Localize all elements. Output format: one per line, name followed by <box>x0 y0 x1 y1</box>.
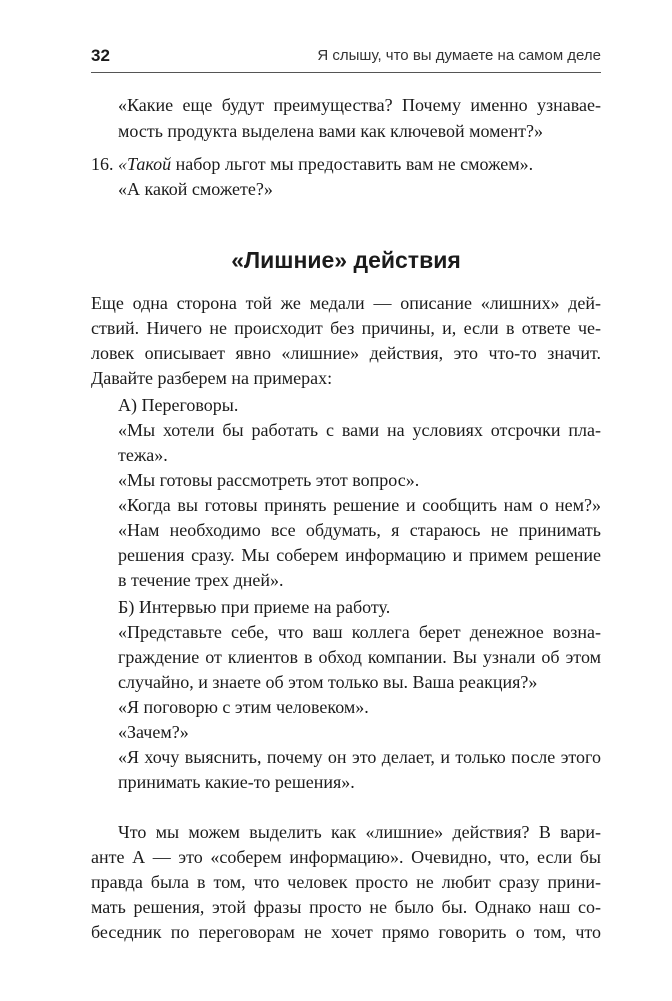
text-line: Еще одна сторона той же медали — описание «лишних» дей- <box>91 293 601 313</box>
example-a-title: А) Переговоры. <box>118 395 239 415</box>
text-line: «А какой сможете?» <box>118 179 273 199</box>
item-text: набор льгот мы предоставить вам не сможем». <box>171 154 534 174</box>
text-line: мость продукта выделена вами как ключевой момент?» <box>118 121 544 141</box>
text-line: граждение от клиентов в обход компании. Вы узнали об этом <box>118 647 601 667</box>
text-line: «Зачем?» <box>118 722 189 742</box>
text-line: «Мы готовы рассмотреть этот вопрос». <box>118 470 420 490</box>
text-line: «Мы хотели бы работать с вами на условиях отсрочки пла- <box>118 420 601 440</box>
text-line: «Нам необходимо все обдумать, я стараюсь не принимать <box>118 520 601 540</box>
text-line: «Когда вы готовы принять решение и сообщить нам о нем?» <box>118 495 601 515</box>
text-line: решения сразу. Мы соберем информацию и примем решение <box>118 545 601 565</box>
text-line: правда была в том, что человек просто не любит сразу прини- <box>91 872 601 892</box>
running-head: Я слышу, что вы думаете на самом деле <box>317 47 601 64</box>
text-line: принимать какие-то решения». <box>118 772 355 792</box>
text-line: в течение трех дней». <box>118 570 284 590</box>
text-line: беседник по переговорам не хочет прямо говорить о том, что <box>91 922 601 942</box>
text-line: анте А — это «соберем информацию». Очевидно, что, если бы <box>91 847 601 867</box>
text-line: «Какие еще будут преимущества? Почему именно узнавае- <box>118 95 601 115</box>
text-line: ствий. Ничего не происходит без причины, и, если в ответе че- <box>91 318 601 338</box>
text-line: тежа». <box>118 445 168 465</box>
text-line: «Я хочу выяснить, почему он это делает, и только после этого <box>118 747 601 767</box>
list-item-16 <box>91 153 533 175</box>
page-header <box>91 46 601 70</box>
text-line: «Я поговорю с этим человеком». <box>118 697 369 717</box>
text-line: «Представьте себе, что ваш коллега берет денежное возна- <box>118 622 601 642</box>
emphasis: «Такой <box>118 154 172 174</box>
section-title: «Лишние» действия <box>231 247 461 273</box>
example-b-title: Б) Интервью при приеме на работу. <box>118 597 391 617</box>
text-line: ловек описывает явно «лишние» действия, это что-то значит. <box>91 343 601 363</box>
text-line: мать решения, этой фразы просто не было бы. Однако наш со- <box>91 897 601 917</box>
text-line: Что мы можем выделить как «лишние» действия? В вари- <box>118 822 601 842</box>
text-line: случайно, и знаете об этом только вы. Ваша реакция?» <box>118 672 538 692</box>
header-rule <box>91 72 601 73</box>
item-number: 16. <box>91 154 118 174</box>
text-line: Давайте разберем на примерах: <box>91 368 333 388</box>
page-number: 32 <box>91 46 110 65</box>
